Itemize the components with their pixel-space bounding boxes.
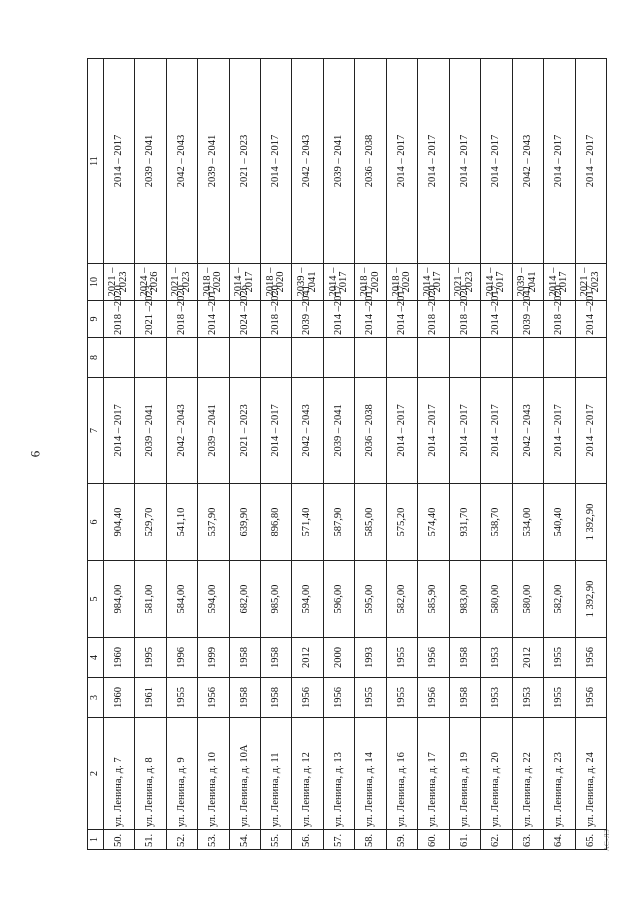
period-part: 2014 – [207, 306, 219, 335]
value-cell: 931,70 [449, 484, 480, 561]
value-cell: 585,90 [418, 561, 449, 638]
period-part: 2039 – [516, 267, 528, 297]
value-cell: 575,20 [386, 484, 417, 561]
value-cell: 1958 [229, 638, 260, 678]
address-cell: ул. Ленина, д. 16 [386, 718, 417, 830]
value-cell [449, 338, 480, 378]
value-cell [198, 338, 229, 378]
value-cell [229, 285, 260, 338]
value-cell: 2014 – 2017 [449, 378, 480, 484]
value-cell: 585,00 [355, 484, 386, 561]
table-row [418, 59, 449, 850]
value-cell [292, 338, 323, 378]
period-part: 2020 [275, 271, 287, 293]
period-part: 2014 – [233, 267, 245, 297]
value-cell: 2014 – 2017 [103, 59, 134, 264]
row-number: 59. [386, 830, 417, 850]
period-part: 2017 [338, 271, 350, 293]
address-cell: ул. Ленина, д. 8 [135, 718, 166, 830]
value-cell: 983,00 [449, 561, 480, 638]
value-cell [135, 338, 166, 378]
period-part: 2014 – [395, 306, 407, 335]
value-cell: 2014 – 2017 [449, 59, 480, 264]
value-cell: 2039 – 2041 [135, 378, 166, 484]
column-number: 2 [88, 718, 104, 830]
value-cell: 1953 [512, 678, 543, 718]
value-cell: 595,00 [355, 561, 386, 638]
value-cell: 2014 – 2017 [544, 378, 575, 484]
period-part: 2014 – [421, 267, 433, 297]
value-cell: 1955 [386, 638, 417, 678]
value-cell: 1960 [103, 638, 134, 678]
value-cell [512, 285, 543, 338]
column-number: 3 [88, 678, 104, 718]
period-part: 2018 – [359, 267, 371, 297]
value-cell: 2021 – 2023 [229, 378, 260, 484]
table-row [103, 59, 134, 850]
address-cell: ул. Ленина, д. 9 [166, 718, 197, 830]
value-cell [323, 285, 354, 338]
table-row [166, 59, 197, 850]
period-part: 2024 – [138, 267, 150, 297]
value-cell [103, 338, 134, 378]
period-part: 2014 – [327, 267, 339, 297]
period-part: 2024 – [238, 306, 250, 335]
value-cell: 580,00 [481, 561, 512, 638]
address-cell: ул. Ленина, д. 10А [229, 718, 260, 830]
value-cell [260, 285, 291, 338]
table-row [229, 59, 260, 850]
value-cell: 1 392,90 [575, 484, 606, 561]
period-part: 2023 [117, 271, 129, 293]
value-cell: 582,00 [386, 561, 417, 638]
row-number: 65. [575, 830, 606, 850]
period-part: 2018 – [264, 267, 276, 297]
period-part: 2039 – [296, 267, 308, 297]
value-cell [575, 285, 606, 338]
address-cell: ул. Ленина, д. 22 [512, 718, 543, 830]
value-cell: 1956 [323, 678, 354, 718]
value-cell: 1955 [386, 678, 417, 718]
period-part: 2026 [238, 285, 250, 307]
row-number: 58. [355, 830, 386, 850]
period-part: 2017 [490, 285, 502, 307]
period-part: 2021 – [453, 267, 465, 297]
value-cell: 2039 – 2041 [323, 378, 354, 484]
value-cell: 1956 [418, 678, 449, 718]
value-cell: 541,10 [166, 484, 197, 561]
address-cell: ул. Ленина, д. 23 [544, 718, 575, 830]
period-part: 2020 [269, 285, 281, 307]
column-number: 4 [88, 638, 104, 678]
value-cell [544, 285, 575, 338]
period-part: 2017 [332, 285, 344, 307]
period-part: 2020 [458, 285, 470, 307]
value-cell: 1953 [481, 638, 512, 678]
period-part: 2026 [149, 271, 161, 293]
value-cell [575, 338, 606, 378]
column-number: 10 [88, 264, 104, 301]
value-cell: 594,00 [292, 561, 323, 638]
period-part: 2021 – [170, 267, 182, 297]
period-part: 2014 – [484, 267, 496, 297]
value-cell: 2036 – 2038 [355, 59, 386, 264]
row-number: 55. [260, 830, 291, 850]
value-cell: 540,40 [544, 484, 575, 561]
value-cell: 2014 – 2017 [418, 378, 449, 484]
value-cell [386, 285, 417, 338]
period-part: 2018 – [553, 306, 565, 335]
row-number: 50. [103, 830, 134, 850]
value-cell: 1993 [355, 638, 386, 678]
period-part: 2021 – [107, 267, 119, 297]
period-part: 2023 [144, 285, 156, 307]
value-cell [386, 338, 417, 378]
value-cell: 2036 – 2038 [355, 378, 386, 484]
value-cell [166, 338, 197, 378]
table-row [544, 59, 575, 850]
value-cell: 2042 – 2043 [512, 59, 543, 264]
value-cell: 1956 [198, 678, 229, 718]
period-part: 2041 [301, 285, 313, 307]
table-row [135, 59, 166, 850]
column-number: 8 [88, 338, 104, 378]
value-cell: 580,00 [512, 561, 543, 638]
table-row [198, 59, 229, 850]
value-cell: 2014 – 2017 [481, 59, 512, 264]
value-cell: 1995 [135, 638, 166, 678]
value-cell: 682,00 [229, 561, 260, 638]
value-cell: 2039 – 2041 [135, 59, 166, 264]
period-part: 2018 – [112, 306, 124, 335]
period-part: 2018 – [175, 306, 187, 335]
period-part: 2014 – [332, 306, 344, 335]
value-cell: 904,40 [103, 484, 134, 561]
value-cell: 1956 [575, 678, 606, 718]
value-cell: 587,90 [323, 484, 354, 561]
row-number: 53. [198, 830, 229, 850]
table-row [292, 59, 323, 850]
value-cell: 1956 [292, 678, 323, 718]
value-cell: 596,00 [323, 561, 354, 638]
address-cell: ул. Ленина, д. 19 [449, 718, 480, 830]
table-body [88, 59, 607, 850]
value-cell: 1958 [260, 638, 291, 678]
value-cell [544, 338, 575, 378]
value-cell: 1958 [260, 678, 291, 718]
period-part: 2014 – [364, 306, 376, 335]
period-part: 2021 – [579, 267, 591, 297]
row-number: 62. [481, 830, 512, 850]
value-cell: 1953 [481, 678, 512, 718]
table-row [260, 59, 291, 850]
value-cell [418, 285, 449, 338]
period-part: 2041 [526, 271, 538, 293]
table-row [481, 59, 512, 850]
column-number: 7 [88, 378, 104, 484]
address-cell: ул. Ленина, д. 24 [575, 718, 606, 830]
address-cell: ул. Ленина, д. 11 [260, 718, 291, 830]
value-cell: 574,40 [418, 484, 449, 561]
value-cell: 1 392,90 [575, 561, 606, 638]
value-cell: 1999 [198, 638, 229, 678]
period-part: 2014 – [547, 267, 559, 297]
period-part: 2041 [521, 285, 533, 307]
period-part: 2020 [369, 271, 381, 293]
value-cell: 2042 – 2043 [292, 59, 323, 264]
value-cell: 538,70 [481, 484, 512, 561]
stamp-mark: АС-ЛЗ [603, 828, 612, 852]
period-part: 2021 – [144, 306, 156, 335]
row-number: 51. [135, 830, 166, 850]
value-cell [292, 285, 323, 338]
value-cell: 1958 [449, 678, 480, 718]
period-part: 2018 – [201, 267, 213, 297]
page-number: 6 [27, 450, 43, 458]
value-cell [103, 285, 134, 338]
value-cell: 2014 – 2017 [260, 59, 291, 264]
value-cell: 581,00 [135, 561, 166, 638]
period-part: 2023 [463, 271, 475, 293]
period-part: 2017 [364, 285, 376, 307]
table-row [323, 59, 354, 850]
period-part: 2017 [395, 285, 407, 307]
value-cell: 639,90 [229, 484, 260, 561]
value-cell: 2014 – 2017 [481, 378, 512, 484]
period-part: 2039 – [521, 306, 533, 335]
value-cell: 2042 – 2043 [166, 378, 197, 484]
value-cell [481, 285, 512, 338]
housing-table-container [87, 59, 607, 850]
housing-repair-table [87, 58, 607, 850]
value-cell [198, 285, 229, 338]
value-cell: 2039 – 2041 [323, 59, 354, 264]
value-cell: 985,00 [260, 561, 291, 638]
period-part: 2020 [112, 285, 124, 307]
value-cell: 1955 [544, 678, 575, 718]
period-part: 2020 [175, 285, 187, 307]
period-part: 2018 – [269, 306, 281, 335]
period-part: 2020 [427, 285, 439, 307]
value-cell: 2014 – 2017 [386, 378, 417, 484]
period-part: 2023 [589, 271, 601, 293]
column-number: 5 [88, 561, 104, 638]
table-row [449, 59, 480, 850]
value-cell: 537,90 [198, 484, 229, 561]
period-part: 2018 – [390, 267, 402, 297]
column-number: 11 [88, 59, 104, 264]
value-cell: 1955 [355, 678, 386, 718]
value-cell [418, 338, 449, 378]
value-cell: 2012 [512, 638, 543, 678]
value-cell: 2000 [323, 638, 354, 678]
value-cell: 1996 [166, 638, 197, 678]
value-cell: 2039 – 2041 [198, 378, 229, 484]
value-cell [355, 285, 386, 338]
address-cell: ул. Ленина, д. 12 [292, 718, 323, 830]
period-part: 2017 [495, 271, 507, 293]
value-cell: 1956 [575, 638, 606, 678]
value-cell: 2012 [292, 638, 323, 678]
value-cell: 2014 – 2017 [418, 59, 449, 264]
period-part: 2017 [243, 271, 255, 293]
value-cell: 1956 [418, 638, 449, 678]
table-row [512, 59, 543, 850]
address-cell: ул. Ленина, д. 17 [418, 718, 449, 830]
period-part: 2039 – [301, 306, 313, 335]
value-cell: 2042 – 2043 [166, 59, 197, 264]
value-cell: 2014 – 2017 [260, 378, 291, 484]
value-cell: 1955 [544, 638, 575, 678]
period-part: 2014 – [584, 306, 596, 335]
row-number: 54. [229, 830, 260, 850]
value-cell: 2042 – 2043 [292, 378, 323, 484]
value-cell [323, 338, 354, 378]
period-part: 2014 – [490, 306, 502, 335]
value-cell: 896,80 [260, 484, 291, 561]
value-cell: 1958 [449, 638, 480, 678]
row-number: 60. [418, 830, 449, 850]
value-cell [481, 338, 512, 378]
column-number: 6 [88, 484, 104, 561]
table-row [575, 59, 606, 850]
row-number: 52. [166, 830, 197, 850]
row-number: 64. [544, 830, 575, 850]
header-row [88, 59, 104, 850]
value-cell: 594,00 [198, 561, 229, 638]
value-cell [260, 338, 291, 378]
value-cell: 2014 – 2017 [575, 378, 606, 484]
value-cell: 1955 [166, 678, 197, 718]
period-part: 2018 – [458, 306, 470, 335]
table-row [355, 59, 386, 850]
row-number: 63. [512, 830, 543, 850]
value-cell [449, 285, 480, 338]
value-cell [355, 338, 386, 378]
table-row [386, 59, 417, 850]
column-number: 1 [88, 830, 104, 850]
value-cell [229, 338, 260, 378]
period-part: 2017 [432, 271, 444, 293]
period-part: 2041 [306, 271, 318, 293]
value-cell [166, 285, 197, 338]
period-part: 2017 [584, 285, 596, 307]
value-cell: 2039 – 2041 [198, 59, 229, 264]
value-cell: 582,00 [544, 561, 575, 638]
value-cell: 529,70 [135, 484, 166, 561]
period-part: 2017 [558, 271, 570, 293]
period-part: 2018 – [427, 306, 439, 335]
value-cell: 2014 – 2017 [575, 59, 606, 264]
value-cell: 1958 [229, 678, 260, 718]
value-cell: 1960 [103, 678, 134, 718]
period-part: 2020 [553, 285, 565, 307]
address-cell: ул. Ленина, д. 7 [103, 718, 134, 830]
row-number: 56. [292, 830, 323, 850]
address-cell: ул. Ленина, д. 14 [355, 718, 386, 830]
value-cell: 534,00 [512, 484, 543, 561]
period-part: 2017 [207, 285, 219, 307]
period-part: 2023 [180, 271, 192, 293]
period-part: 2020 [212, 271, 224, 293]
row-number: 57. [323, 830, 354, 850]
value-cell: 1961 [135, 678, 166, 718]
value-cell: 2014 – 2017 [544, 59, 575, 264]
value-cell: 2042 – 2043 [512, 378, 543, 484]
value-cell [135, 285, 166, 338]
value-cell: 584,00 [166, 561, 197, 638]
value-cell: 2014 – 2017 [103, 378, 134, 484]
period-part: 2020 [401, 271, 413, 293]
address-cell: ул. Ленина, д. 20 [481, 718, 512, 830]
value-cell: 984,00 [103, 561, 134, 638]
column-number: 9 [88, 301, 104, 338]
value-cell: 571,40 [292, 484, 323, 561]
row-number: 61. [449, 830, 480, 850]
value-cell: 2021 – 2023 [229, 59, 260, 264]
value-cell [512, 338, 543, 378]
address-cell: ул. Ленина, д. 10 [198, 718, 229, 830]
value-cell: 2014 – 2017 [386, 59, 417, 264]
address-cell: ул. Ленина, д. 13 [323, 718, 354, 830]
